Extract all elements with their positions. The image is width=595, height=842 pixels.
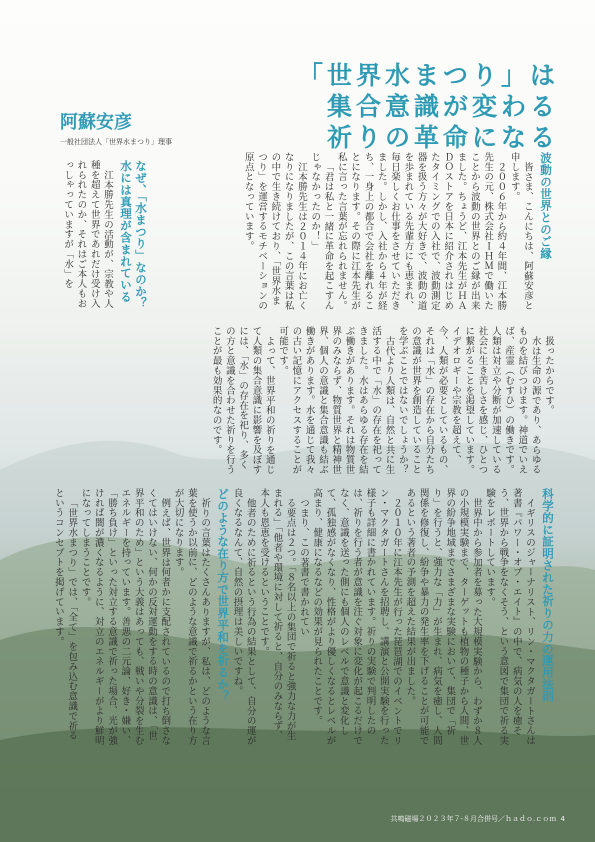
section-heading-why-water: なぜ、「水まつり」なのか？水には真理が含まれている: [119, 160, 148, 309]
title-line-1: 「世界水まつり」は: [297, 61, 559, 90]
paragraph: よって、世界平和の祈りを通じて人類の集合意識に影響を及ぼすには、「水」の存在を祀り、多くの方と意識を合わせた祈りを行うことが最も効果的なのです。: [210, 326, 275, 475]
paragraph: 古代より人類は、自然と共に生活する中で「水」の存在を祀ってきました。水はあらゆる存在を結ぶ働きがあります。それは物質世界のみならず、物質世界と精神世界、個人の意識と集合意識も結ぶ働きがあります。水を通じて我々の古い記憶にアクセスすることが可能です。: [277, 326, 395, 475]
title-line-3: 祈りの革命になる: [326, 123, 559, 152]
paragraph: イギリスのジャーナリスト、リン・マクタガートさんは著書『パワー・オブ・エイト』の中で、病気の人を癒そう、世界から戦争をなくそう、という意図で集団で祈る実験をレポートしています。: [484, 488, 535, 746]
author-affiliation: 一般社団法人「世界水まつり」理事: [60, 138, 172, 146]
paragraph: る要点は２つ。「８名以上の集団で祈ると強力な力が生まれる」「他者や環境に対して祈ると、自分のみならず、本人も恩恵を受けるということです。: [258, 488, 296, 741]
paragraph: 江本勝先生は２０１４年にお亡くなりになりましたが、この言葉は私の中で生き続けており、「世界水まつり」を運営するモチベーションの原点となっています。: [242, 152, 307, 311]
section-heading-how-to-pray: どのような在り方で世界平和を祈るか？: [216, 488, 231, 703]
section-heading-wave-world: 波動の世界とのご縁: [539, 152, 553, 260]
paragraph: ２０１０年に江本先生が行った琵琶湖でのイベントでリン・マクタガートさんを招聘し、講演と公開実験を行った様子も詳細に書かれています。祈りの実験で判明したのは、祈りを行う者が意識を注ぐ対象に変化が起こるだけでなく、意識を送った側にも個人のレベルで意識と変化して、孤独感がなくなり、性格がより優しくなるとレベルが高まり、健康になるなどの効果が見られたことです。: [311, 488, 403, 746]
paragraph: つまり、この著書で書かれてい: [297, 497, 309, 637]
page-number: 4: [560, 815, 565, 823]
footer-publication: 共鳴磁場２０２３年７‐８月合併号／ｈａｄｏ.ｃｏｍ: [390, 815, 557, 823]
paragraph: 江本勝先生の活動が、宗教や人種を超えて世界であれだけ受け入れられたのか、それはご本人もおっしゃっていますが「水」を: [62, 160, 113, 309]
title-line-2: 集合意識が変わる: [326, 92, 559, 121]
paragraph: 世界中から参加者を募った大規模実験から、わずか８人の小規模実験まで、ターゲットも植物の種子から人間、世界の紛争地域までさまざまな実験において、集団で「祈り」を行うと、強力な「力」が生まれ、病気を癒し、人間関係を修復し、紛争や暴力の発生率を下げることが可能であるという著者の予測を超えた結果が出ました。: [404, 488, 482, 746]
paragraph: 祈りの言葉はたくさんありますが、私は、どのような言葉を使うか以前に、どのような意識で祈るかという在り方が大切になります。: [172, 488, 211, 746]
paragraph: 水は生命の源であり、あらゆるものを結びつけます。神道でいえば、産霊（むすひ）の働きです。人類は対立や分断が加速している社会に生き苦しさを感じ、ひとつに繋がることを渇望しています。イデオロギーや宗教を超えて、今、人類が必要としているもの、それは「水」の存在から自分たちの意識が世界を創造していることを学ぶことではないでしょうか？: [396, 326, 541, 475]
text-block-3: [51, 326, 555, 478]
paragraph: 他者のために祈るという行為の結果として、自分の運が良くなるなんて、自然の摂理は美しいですね。: [231, 488, 256, 745]
paragraph: ２００６年から約４年間、江本勝先生の元、株式会社ＩＨＭで働いたことから波動の世界とのご縁が出来ました。ちょうど、江本先生がＨＡＤＯストアを日本に紹介されはじめたタイミングでの入社で、波動測定器を扱う方々が大好きで、波動の道を歩まれている先輩方にも恵まれ、毎日楽しくお仕事をさせていただきました。しかし、入社から４年が経ち、一身上の都合で会社を離れることになります。その際に江本先生が私に言った言葉が忘れられません。: [335, 152, 507, 311]
section-heading-science-of-prayer: 科学的に証明された祈りの力の運用法則: [541, 488, 555, 703]
article-title: [298, 60, 559, 153]
paragraph: 皆さま、こんにちは、阿蘇安彦と申します。: [508, 152, 533, 310]
paragraph: 扱ったからです。: [543, 335, 554, 415]
author-name: 阿蘇安彦: [60, 112, 132, 133]
paragraph: 例えば、世界は何者かに支配されているので打ち倒さなくてはいけない、何かの反対運動をする時の意識は、「世界平和のため」という大義はあっても、戦いや分裂を生むエネルギーを持っています。善悪の二元論、好き・嫌い、「勝ち負け」といった対立する意識で祈った場合、光が強ければ闇が濃くなるように、対立のエネルギーがより鮮明になってしまうことです。: [79, 488, 171, 746]
author-block: [60, 112, 172, 147]
text-block-2: [60, 160, 148, 310]
text-block-1: [139, 152, 555, 315]
page-footer: [389, 814, 565, 824]
paragraph: 「君は私と一緒に革命を起こすんじゃなかったのか！」: [309, 152, 334, 310]
text-block-4: [51, 488, 555, 750]
paragraph: 「世界水まつり」では、「全て」を包み込む意識で祈るというコンセプトを掲げています。: [52, 488, 78, 741]
